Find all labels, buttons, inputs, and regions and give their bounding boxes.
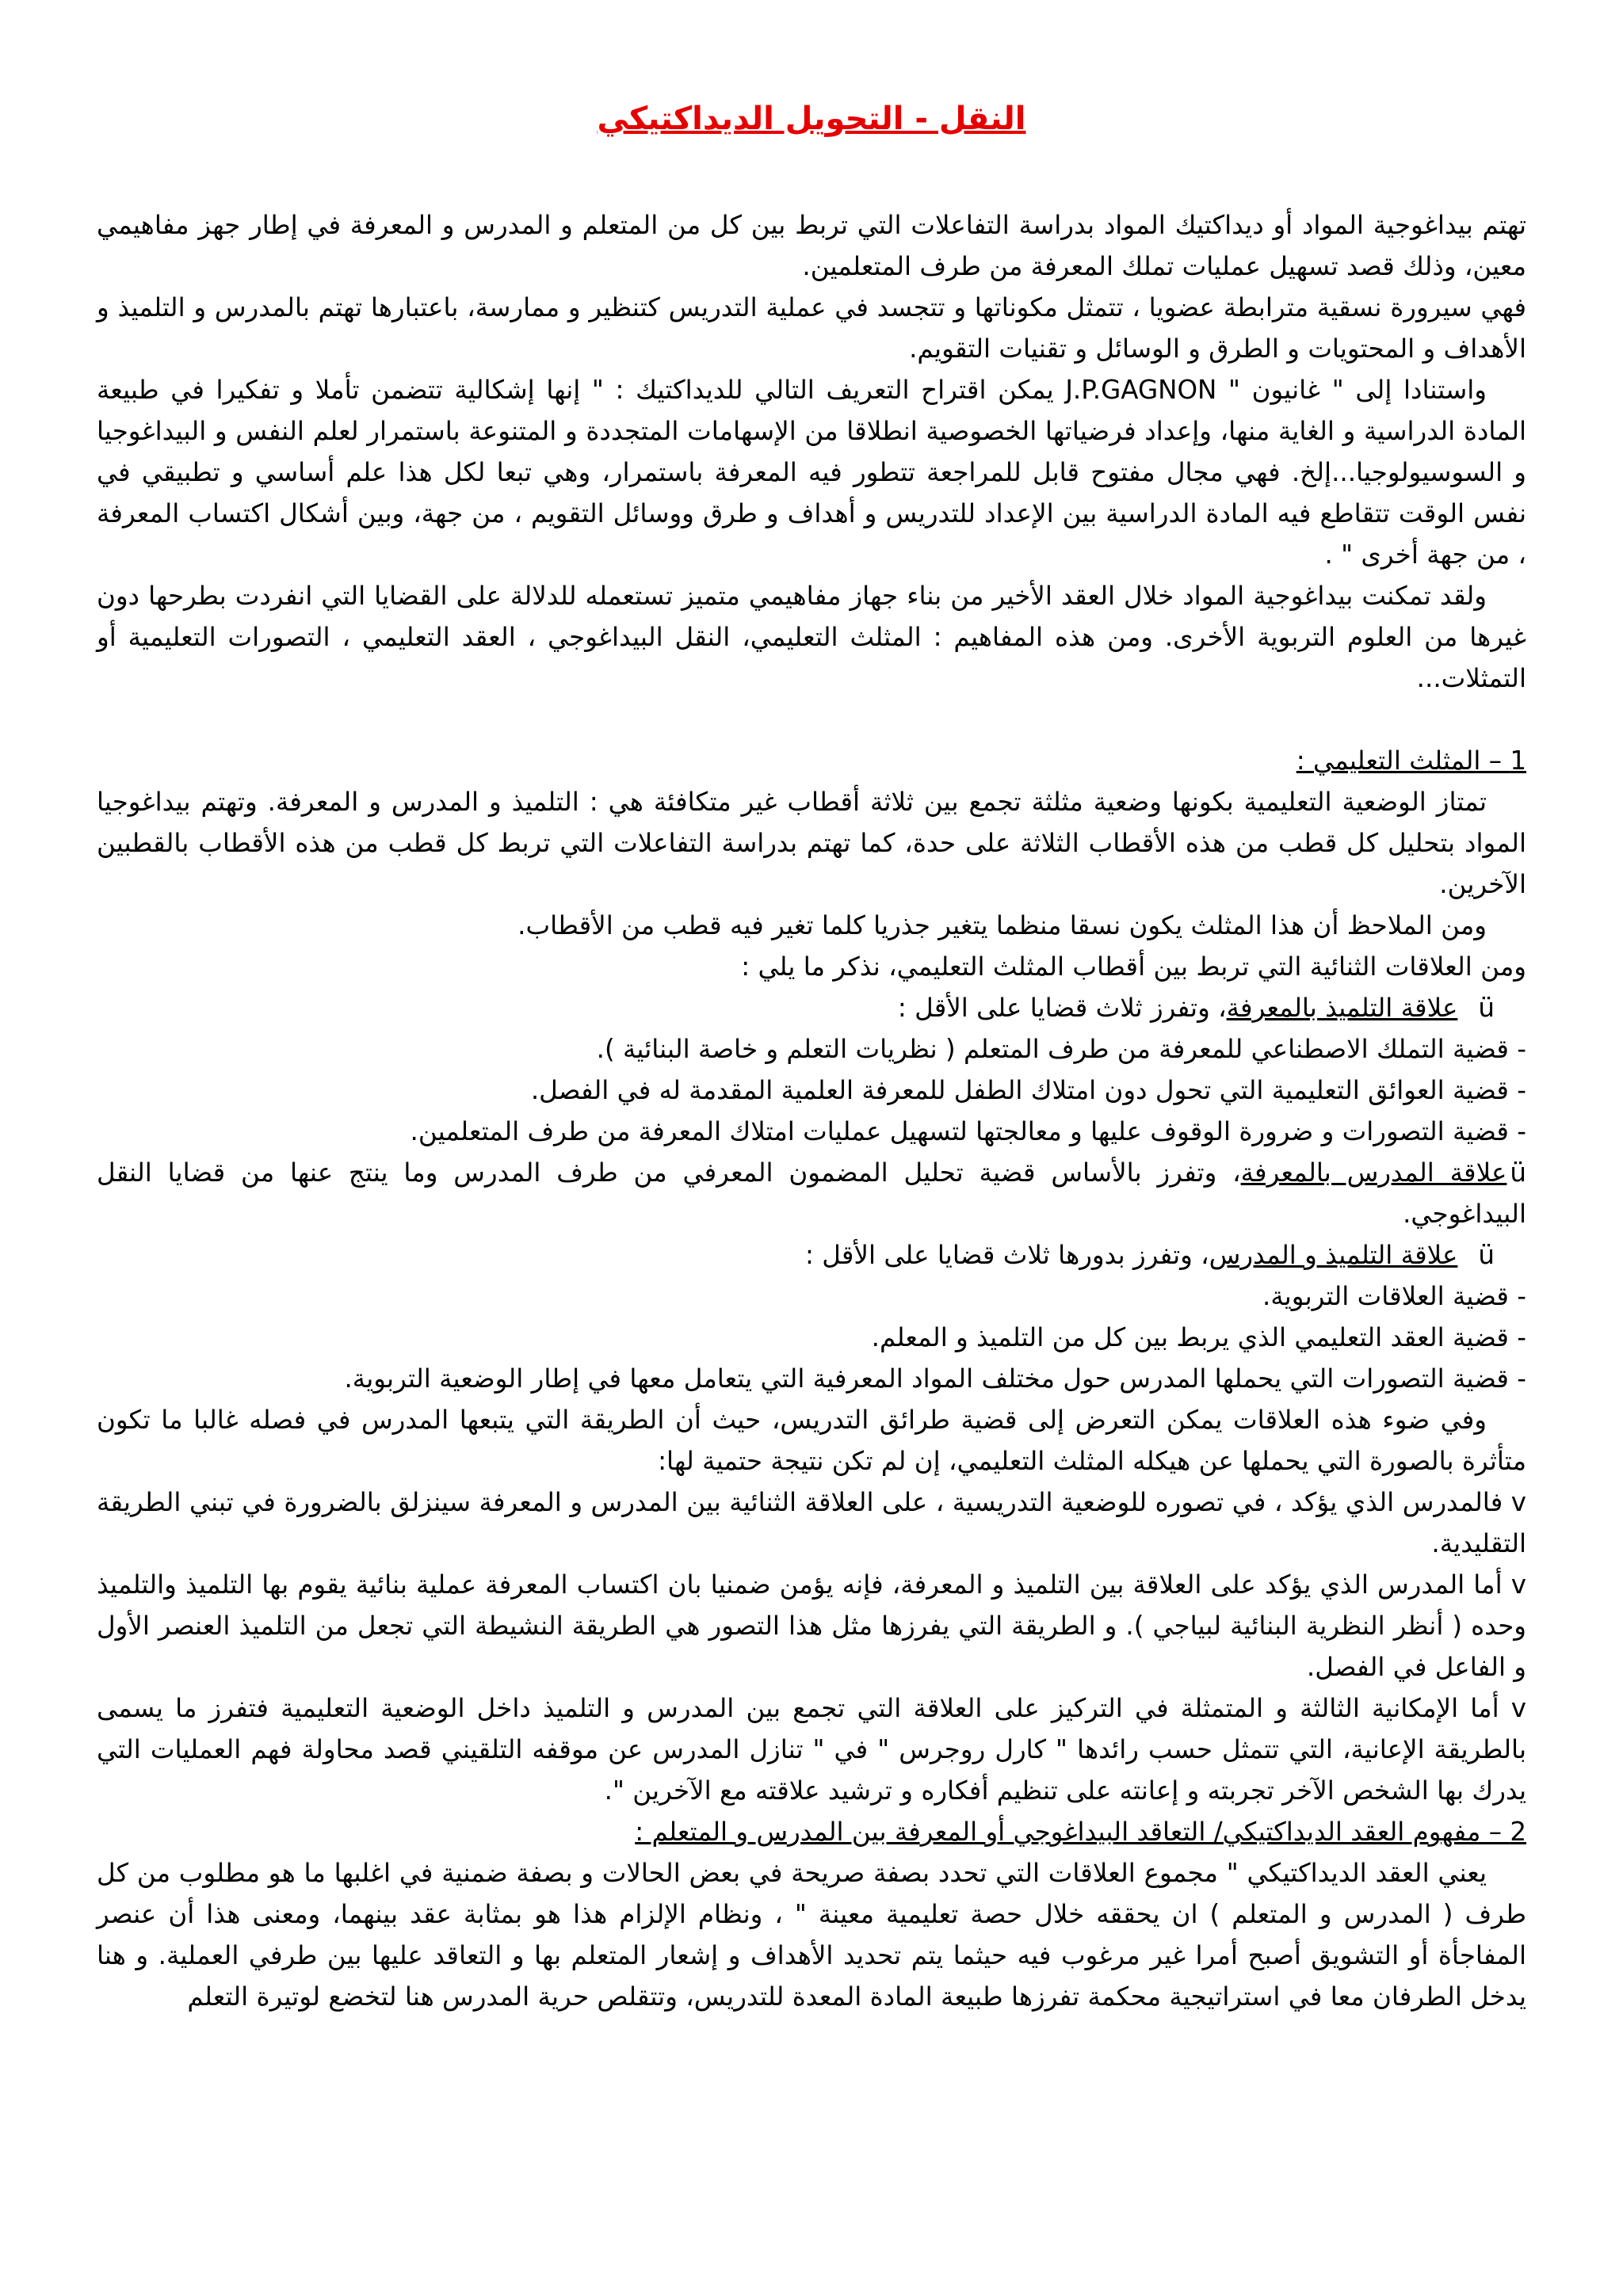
relation-title: علاقة التلميذ و المدرس [1209,1240,1458,1270]
intro-paragraph: واستنادا إلى " غانيون " J.P.GAGNON يمكن اقتراح التعريف التالي للديداكتيك : " إنها إشكالية تتضمن تأملا و تفكيرا في طبيعة المادة الدراسية و الغاية منها، وإعداد فرضياتها الخصوصية انطلاقا من الإسهامات المتجددة و المتنوعة باستمرار لعلم النفس و البيداغوجيا و السوسيولوجيا...إلخ. فهي مجال مفتوح قابل للمراجعة تتطور فيه المعرفة باستمرار، وهي تبعا لكل هذا علم أساسي و تطبيقي في نفس الوقت تتقاطع فيه المادة الدراسية بين الإعداد للتدريس و أهداف و طرق ووسائل التقويم ، من جهة، وبين أشكال اكتساب المعرفة ، من جهة أخرى " . [97,375,1526,570]
intro-paragraph: فهي سيرورة نسقية مترابطة عضويا ، تتمثل مكوناتها و تتجسد في عملية التدريس كتنظير و ممارسة، باعتبارها تهتم بالمدرس و التلميذ و الأهداف و المحتويات و الطرق و الوسائل و تقنيات التقويم. [97,292,1526,364]
list-item: - قضية العلاقات التربوية. [1262,1281,1526,1311]
list-item: - قضية العوائق التعليمية التي تحول دون امتلاك الطفل للمعرفة العلمية المقدمة له في الفصل. [530,1075,1526,1105]
relation-title: علاقة التلميذ بالمعرفة [1226,993,1458,1023]
relation-text: ، وتفرز ثلاث قضايا على الأقل : [897,993,1227,1023]
paragraph: يعني العقد الديداكتيكي " مجموع العلاقات التي تحدد بصفة صريحة في بعض الحالات و بصفة ضمنية في اغلبها ما هو مطلوب من كل طرف ( المدرس و المتعلم ) ان يحققه خلال حصة تعليمية معينة " ، ونظام الإلزام هذا هو بمثابة عقد بينهما، ومعنى هذا أن عنصر المفاجأة أو التشويق أصبح أمرا غير مرغوب فيه حيثما يتم تحديد الأهداف و إشعار المتعلم بها و التعاقد عليها بين طرفي العملية. و هنا يدخل الطرفان معا في استراتيجية محكمة تفرزها طبيعة المادة المعدة للتدريس، وتتقلص حرية المدرس هنا لتخضع لوتيرة التعلم [97,1858,1526,2012]
spacer [97,699,1526,740]
check-bullet-icon: ü [1478,993,1495,1023]
check-bullet-icon: ü [1478,1240,1495,1270]
paragraph: ومن العلاقات الثنائية التي تربط بين أقطاب المثلث التعليمي، نذكر ما يلي : [741,952,1526,982]
paragraph: تمتاز الوضعية التعليمية بكونها وضعية مثلثة تجمع بين ثلاثة أقطاب غير متكافئة هي : التلميذ و المدرس و المعرفة. وتهتم بيداغوجيا المواد بتحليل كل قطب من هذه الأقطاب الثلاثة على حدة، كما تهتم بدراسة التفاعلات التي تربط كل قطب من هذه الأقطاب بالقطبين الآخرين. [97,787,1526,899]
check-bullet-icon: ü [1510,1158,1526,1188]
document-title: النقل - التحويل الديداكتيكي [597,101,1026,137]
paragraph: وفي ضوء هذه العلاقات يمكن التعرض إلى قضية طرائق التدريس، حيث أن الطريقة التي يتبعها المدرس في فصله غالبا ما تكون متأثرة بالصورة التي يحملها عن هيكله المثلث التعليمي، إن لم تكن نتيجة حتمية لها: [97,1405,1526,1476]
relation-text: ، وتفرز بالأساس قضية تحليل المضمون المعرفي من طرف المدرس وما ينتج عنها من قضايا النقل البيداغوجي. [97,1158,1526,1229]
list-item: - قضية التصورات و ضرورة الوقوف عليها و معالجتها لتسهيل عمليات امتلاك المعرفة من طرف المتعلمين. [410,1116,1526,1146]
section-heading: 2 – مفهوم العقد الديداكتيكي/ التعاقد البيداغوجي أو المعرفة بين المدرس و المتعلم : [635,1817,1526,1847]
list-item: - قضية التملك الاصطناعي للمعرفة من طرف المتعلم ( نظريات التعلم و خاصة البنائية ). [596,1034,1526,1064]
document-body [97,204,1526,2017]
relation-text: ، وتفرز بدورها ثلاث قضايا على الأقل : [805,1240,1209,1270]
relation-item [97,1234,1526,1276]
list-item: v فالمدرس الذي يؤكد ، في تصوره للوضعية التدريسية ، على العلاقة الثنائية بين المدرس و المعرفة سينزلق بالضرورة في تبني الطريقة التقليدية. [97,1487,1526,1558]
relation-item [97,987,1526,1028]
relation-item [97,1152,1526,1234]
section-heading: 1 – المثلث التعليمي : [1296,746,1526,776]
paragraph: ومن الملاحظ أن هذا المثلث يكون نسقا منظما يتغير جذريا كلما تغير فيه قطب من الأقطاب. [517,910,1487,940]
list-item: - قضية العقد التعليمي الذي يربط بين كل من التلميذ و المعلم. [871,1322,1526,1352]
intro-paragraph: تهتم بيداغوجية المواد أو ديداكتيك المواد بدراسة التفاعلات التي تربط بين كل من المتعلم و المدرس و المعرفة في إطار جهز مفاهيمي معين، وذلك قصد تسهيل عمليات تملك المعرفة من طرف المتعلمين. [97,210,1526,281]
relation-title: علاقة المدرس بالمعرفة [1240,1158,1507,1188]
intro-paragraph: ولقد تمكنت بيداغوجية المواد خلال العقد الأخير من بناء جهاز مفاهيمي متميز تستعمله للدلالة على القضايا التي انفردت بطرحها دون غيرها من العلوم التربوية الأخرى. ومن هذه المفاهيم : المثلث التعليمي، النقل البيداغوجي ، العقد التعليمي ، التصورات التعليمية أو التمثلات... [97,581,1526,693]
list-item: - قضية التصورات التي يحملها المدرس حول مختلف المواد المعرفية التي يتعامل معها في إطار الوضعية التربوية. [344,1363,1526,1394]
list-item: v أما الإمكانية الثالثة و المتمثلة في التركيز على العلاقة التي تجمع بين المدرس و التلميذ داخل الوضعية التعليمية فتفرز ما يسمى بالطريقة الإعانية، التي تتمثل حسب رائدها " كارل روجرس " في " تنازل المدرس عن موقفه التلقيني قصد محاولة فهم العمليات التي يدرك بها الشخص الآخر تجربته و إعانته على تنظيم أفكاره و ترشيد علاقته مع الآخرين ". [97,1693,1526,1806]
list-item: v أما المدرس الذي يؤكد على العلاقة بين التلميذ و المعرفة، فإنه يؤمن ضمنيا بان اكتساب المعرفة عملية بنائية يقوم بها التلميذ والتلميذ وحده ( أنظر النظرية البنائية لبياجي ). و الطريقة التي يفرزها مثل هذا التصور هي الطريقة النشيطة التي تجعل من التلميذ العنصر الأول و الفاعل في الفصل. [97,1569,1526,1682]
